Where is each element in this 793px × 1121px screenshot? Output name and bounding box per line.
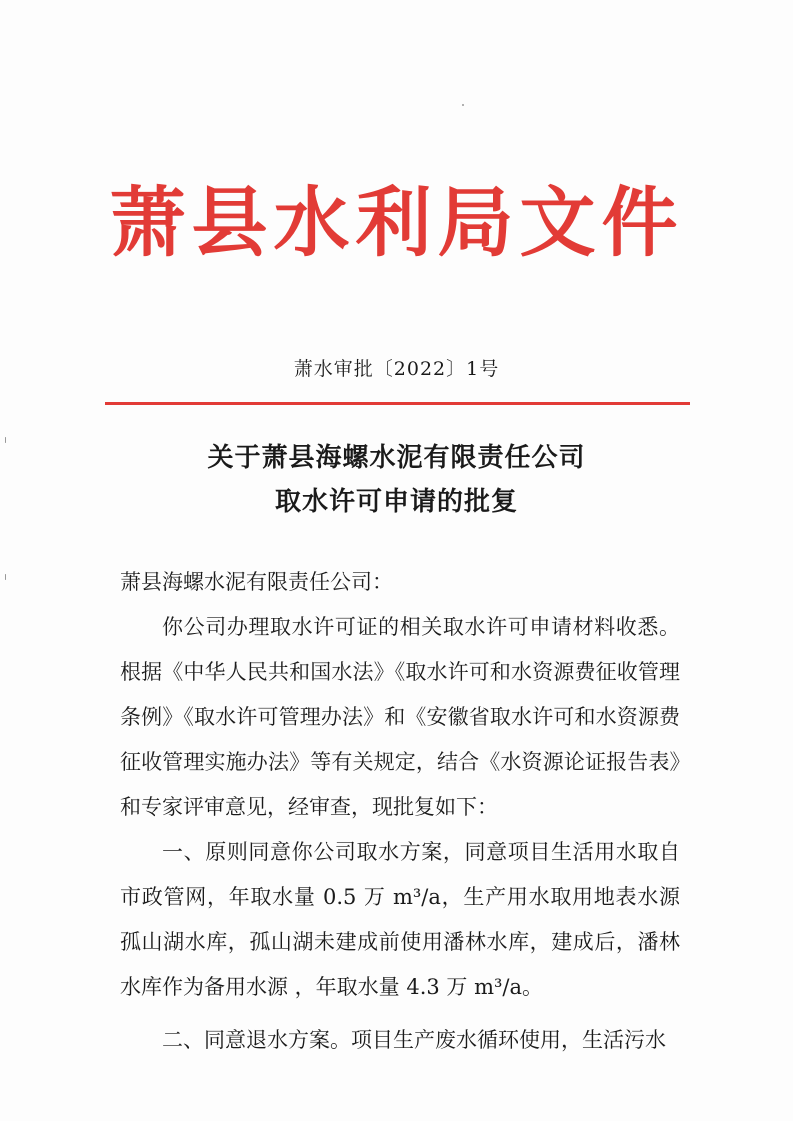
body-paragraph: 二、同意退水方案。项目生产废水循环使用，生活污水: [162, 1028, 666, 1052]
body-paragraph: 一、原则同意你公司取水方案，同意项目生活用水取自市政管网，年取水量 0.5 万 m³/a，生产用水取用地表水源孤山湖水库，孤山湖未建成前使用潘林水库，建成后，潘林水库作为备用水源 ，年取水量 4.3 万 m³/a。: [120, 840, 680, 999]
scan-speck: [5, 574, 6, 580]
scan-speck: [462, 104, 464, 106]
document-body: [120, 560, 680, 1063]
body-paragraph: 你公司办理取水许可证的相关取水许可申请材料收悉。根据《中华人民共和国水法》《取水许可和水资源费征收管理条例》《取水许可管理办法》和《安徽省取水许可和水资源费征收管理实施办法》等有关规定，结合《水资源论证报告表》和专家评审意见，经审查，现批复如下：: [120, 615, 680, 819]
document-subject: [0, 436, 793, 524]
subject-line-1: 关于萧县海螺水泥有限责任公司: [207, 443, 586, 473]
red-divider-line: [105, 402, 690, 405]
document-header-title: 萧县水利局文件: [109, 178, 684, 267]
document-number: 萧水审批〔2022〕1号: [293, 358, 500, 380]
subject-line-2: 取水许可申请的批复: [274, 487, 518, 517]
salutation: 萧县海螺水泥有限责任公司：: [120, 570, 393, 594]
scan-speck: [5, 437, 6, 443]
